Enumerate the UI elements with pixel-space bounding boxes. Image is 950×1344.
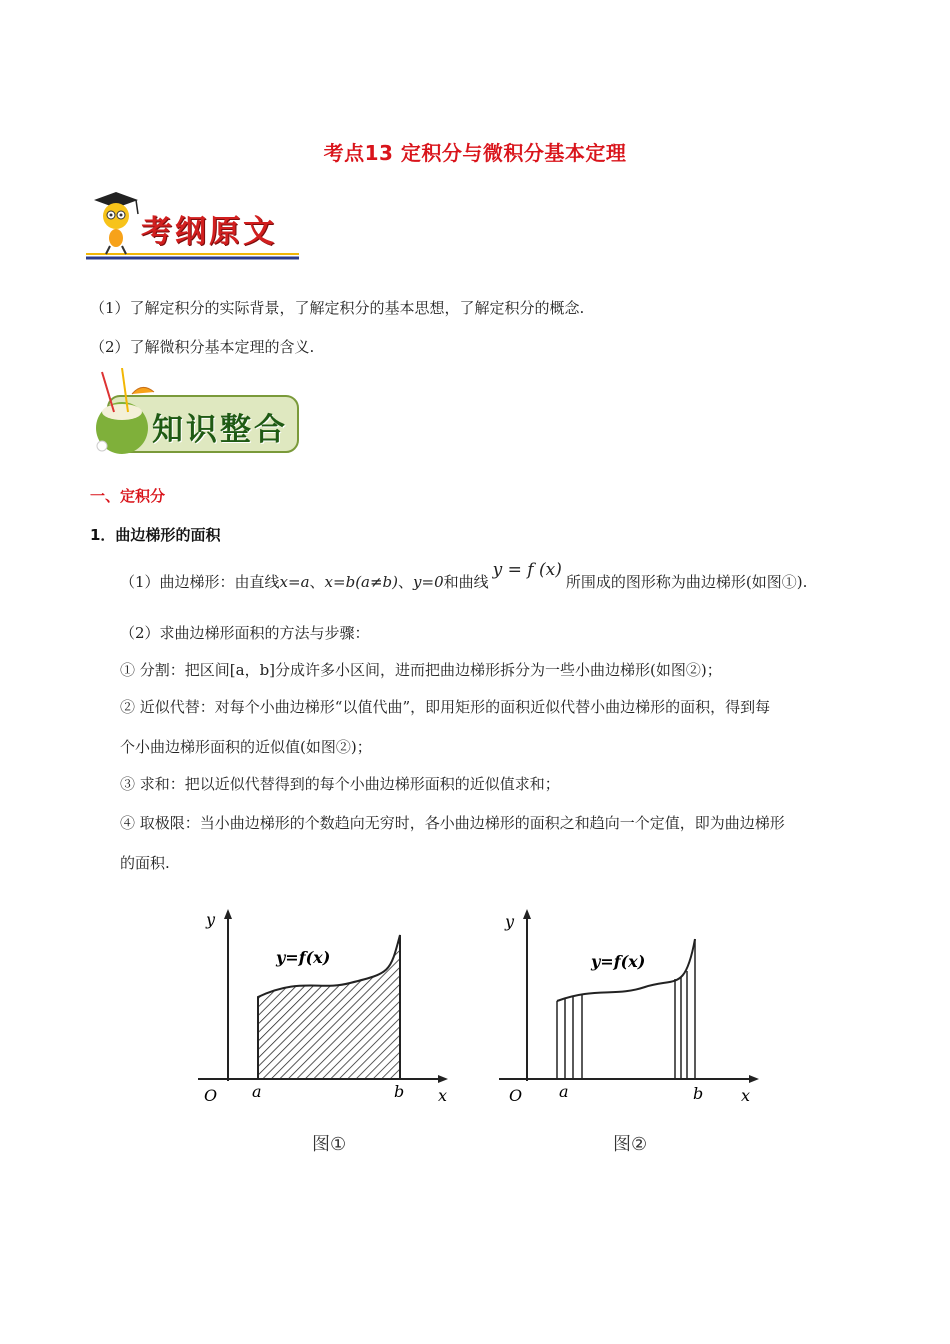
step-2-approx-line2: 个小曲边梯形面积的近似值(如图②)； — [120, 738, 372, 756]
outline-banner — [86, 190, 301, 262]
outline-banner-text: 考纲原文 — [141, 214, 277, 250]
fig1-a-label: a — [252, 1082, 262, 1101]
step-2-approx-line1: ② 近似代替：对每个小曲边梯形“以值代曲”，即用矩形的面积近似代替小曲边梯形的面积，得到每 — [120, 698, 771, 716]
figure-2-diagram — [495, 905, 765, 1105]
para1-sep1: 、 — [309, 573, 325, 591]
figure-1-diagram — [190, 905, 460, 1105]
step-3-sum: ③ 求和：把以近似代替得到的每个小曲边梯形面积的近似值求和； — [120, 775, 560, 793]
outline-item-1: （1）了解定积分的实际背景，了解定积分的基本思想，了解定积分的概念. — [90, 299, 585, 317]
fig2-a-label: a — [559, 1082, 569, 1101]
subsection-heading: 1．曲边梯形的面积 — [90, 526, 221, 544]
para1-prefix: （1）曲边梯形：由直线 — [120, 573, 280, 591]
fig2-y-label: y — [505, 912, 515, 931]
fig1-curve-label: y=f(x) — [276, 948, 331, 967]
para1-mid: 和曲线 — [443, 573, 489, 591]
para1-suffix: 所围成的图形称为曲边梯形(如图①). — [565, 573, 808, 591]
knowledge-banner-text: 知识整合 — [152, 412, 288, 448]
fig2-curve-label: y=f(x) — [591, 952, 646, 971]
para1-xb: x=b — [324, 573, 356, 591]
para1-formula: y = f (x) — [492, 560, 562, 580]
step-1-partition: ① 分割：把区间[a，b]分成许多小区间，进而把曲边梯形拆分为一些小曲边梯形(如图②)； — [120, 661, 722, 679]
section-heading: 一、定积分 — [90, 487, 166, 505]
para1-sep2: 、 — [398, 573, 414, 591]
fig1-y-label: y — [206, 910, 216, 929]
paragraph-curved-trapezoid — [120, 560, 808, 592]
fig2-b-label: b — [693, 1084, 704, 1103]
step-4-limit-line1: ④ 取极限：当小曲边梯形的个数趋向无穷时，各小曲边梯形的面积之和趋向一个定值，即为曲边梯形 — [120, 814, 785, 832]
figure-2-caption: 图② — [613, 1134, 648, 1155]
fig2-x-label: x — [741, 1086, 751, 1105]
para1-cond: (a≠b) — [355, 573, 399, 591]
page-title: 考点13 定积分与微积分基本定理 — [323, 141, 627, 165]
fig2-origin-label: O — [509, 1086, 523, 1105]
paragraph-method-steps: （2）求曲边梯形面积的方法与步骤： — [120, 624, 370, 642]
para1-xa: x=a — [279, 573, 310, 591]
para1-y0: y=0 — [413, 573, 444, 591]
step-4-limit-line2: 的面积. — [120, 854, 170, 872]
knowledge-banner — [88, 368, 303, 458]
outline-item-2: （2）了解微积分基本定理的含义. — [90, 338, 315, 356]
figure-1-caption: 图① — [312, 1134, 347, 1155]
fig1-origin-label: O — [204, 1086, 218, 1105]
fig1-b-label: b — [394, 1082, 405, 1101]
fig1-x-label: x — [438, 1086, 448, 1105]
